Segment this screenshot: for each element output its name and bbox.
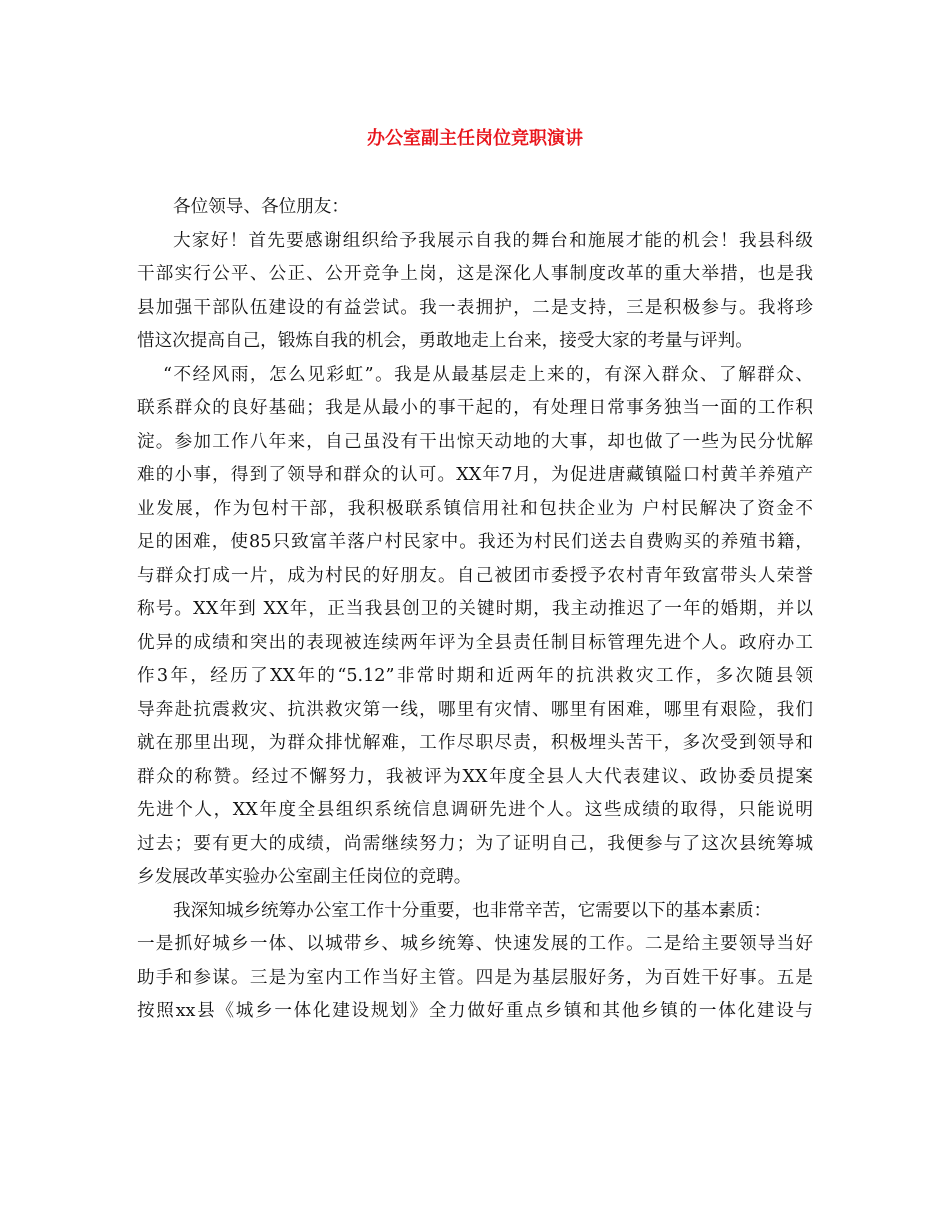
text-line: 我深知城乡统筹办公室工作十分重要，也非常辛苦，它需要以下的基本素质： (173, 900, 772, 921)
text-line: 与群众打成一片，成为村民的好朋友。自己被团市委授予农村青年致富带头人荣誉 (137, 565, 813, 586)
text-line: 助手和参谋。三是为室内工作当好主管。四是为基层服好务，为百姓干好事。五是 (137, 967, 813, 988)
text-line: 足的困难，使85只致富羊落户村民家中。我还为村民们送去自费购买的养殖书籍， (137, 532, 813, 552)
document-title: 办公室副主任岗位竞职演讲 (367, 128, 583, 149)
text-line: 就在那里出现，为群众排忧解难，工作尽职尽责，积极埋头苦干，多次受到领导和 (137, 733, 813, 753)
text-line: 过去；要有更大的成绩，尚需继续努力；为了证明自己，我便参与了这次县统筹城 (137, 833, 813, 854)
text-line: 导奔赴抗震救灾、抗洪救灾第一线，哪里有灾情、哪里有困难，哪里有艰险，我们 (137, 699, 813, 720)
paragraphs (137, 227, 813, 1031)
text-line: 惜这次提高自己，锻炼自我的机会，勇敢地走上台来，接受大家的考量与评判。 (137, 331, 753, 351)
text-line: 乡发展改革实验办公室副主任岗位的竞聘。 (137, 867, 472, 887)
text-line: 业发展，作为包村干部，我积极联系镇信用社和包扶企业为 户村民解决了资金不 (137, 498, 813, 519)
text-line: 县加强干部队伍建设的有益尝试。我一表拥护，二是支持，三是积极参与。我将珍 (137, 297, 813, 318)
text-line: 作3年，经历了XX年的“5.12”非常时期和近两年的抗洪救灾工作，多次随县领 (137, 666, 813, 686)
text-line: 淀。参加工作八年来，自己虽没有干出惊天动地的大事，却也做了一些为民分忧解 (137, 431, 813, 452)
text-line: “不经风雨，怎么见彩虹”。我是从最基层走上来的，有深入群众、了解群众、 (163, 364, 813, 385)
paragraph (137, 897, 813, 1031)
paragraph (137, 361, 813, 897)
text-line: 按照xx县《城乡一体化建设规划》全力做好重点乡镇和其他乡镇的一体化建设与 (137, 1001, 813, 1021)
text-line: 群众的称赞。经过不懈努力，我被评为XX年度全县人大代表建议、政协委员提案 (137, 766, 813, 787)
text-line: 一是抓好城乡一体、以城带乡、城乡统筹、快速发展的工作。二是给主要领导当好 (137, 934, 813, 954)
text-line: 干部实行公平、公正、公开竞争上岗，这是深化人事制度改革的重大举措，也是我 (137, 264, 813, 284)
text-line: 称号。XX年到 XX年，正当我县创卫的关键时期，我主动推迟了一年的婚期，并以 (137, 599, 813, 619)
text-line: 先进个人，XX年度全县组织系统信息调研先进个人。这些成绩的取得，只能说明 (137, 800, 813, 820)
text-line: 联系群众的良好基础；我是从最小的事干起的，有处理日常事务独当一面的工作积 (137, 398, 813, 418)
paragraph (137, 227, 813, 361)
document-body (137, 193, 813, 1031)
text-line: 难的小事，得到了领导和群众的认可。XX年7月，为促进唐藏镇隘口村黄羊养殖产 (137, 465, 813, 485)
salutation: 各位领导、各位朋友： (173, 197, 349, 217)
text-line: 优异的成绩和突出的表现被连续两年评为全县责任制目标管理先进个人。政府办工 (137, 632, 813, 653)
text-line: 大家好！首先要感谢组织给予我展示自我的舞台和施展才能的机会！我县科级 (173, 230, 813, 251)
